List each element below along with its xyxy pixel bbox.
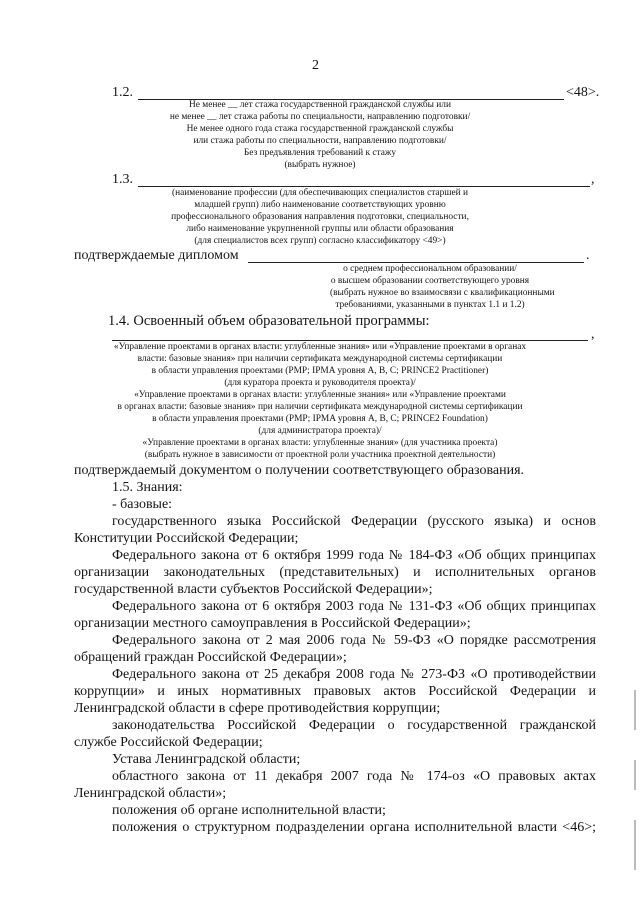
item-1-3-blank-line (138, 186, 590, 187)
item-1-4-note-4: (для куратора проекта и руководителя проекта)/ (224, 378, 416, 388)
item-1-4-note-7: в области управления проектами (PMP; IPMA уровня A, B, C; PRINCE2 Foundation) (152, 414, 488, 424)
knowledge-item-2-line-3: государственной власти субъектов Российской Федерации»; (74, 582, 433, 597)
knowledge-item-1-line-1: государственного языка Российской Федерации (русского языка) и основ (112, 514, 596, 529)
item-1-2-note-5: Без предъявления требований к стажу (243, 148, 397, 158)
knowledge-item-8-line-2: Ленинградской области»; (74, 786, 227, 801)
item-1-3-note-5: (для специалистов всех групп) согласно классификатору <49>) (194, 236, 446, 246)
diploma-note-4: требованиями, указанными в пунктах 1.1 и 1.2) (335, 300, 525, 310)
item-1-2-note-1: Не менее __ лет стажа государственной гражданской службы или (188, 100, 451, 110)
item-1-2-number: 1.2. (112, 85, 133, 100)
scan-artifact (634, 690, 636, 730)
knowledge-item-6-line-1: законодательства Российской Федерации о государственной гражданской (112, 718, 596, 733)
knowledge-item-2-line-1: Федерального закона от 6 октября 1999 года № 184-ФЗ «Об общих принципах (112, 548, 596, 563)
item-1-3-number: 1.3. (112, 172, 133, 187)
item-1-4-heading: 1.4. Освоенный объем образовательной программы: (108, 313, 430, 329)
knowledge-item-10-line-1: положения о структурном подразделении органа исполнительной власти <46>; (112, 820, 596, 835)
diploma-label: подтверждаемые дипломом (74, 248, 239, 263)
scan-artifact (634, 760, 636, 790)
knowledge-subheading: - базовые: (112, 497, 173, 512)
knowledge-item-5-line-1: Федерального закона от 25 декабря 2008 года № 273-ФЗ «О противодействии (112, 667, 596, 682)
diploma-end: . (586, 248, 590, 263)
item-1-3-note-4: либо наименование укрупненной группы или области образования (186, 224, 454, 234)
item-1-4-note-8: (для администратора проекта)/ (258, 426, 382, 436)
page-number: 2 (312, 58, 319, 73)
knowledge-item-1-line-2: Конституции Российской Федерации; (74, 531, 299, 546)
knowledge-item-3-line-2: организации местного самоуправления в Российской Федерации»; (74, 616, 471, 631)
item-1-4-end: , (591, 327, 595, 342)
knowledge-item-2-line-2: организации законодательных (представительных) и исполнительных органов (74, 565, 596, 580)
knowledge-heading: 1.5. Знания: (112, 480, 183, 495)
item-1-4-note-10: (выбрать нужное в зависимости от проектной роли участника проектной деятельности) (144, 450, 496, 460)
item-1-2-note-4: или стажа работы по специальности, направлению подготовки/ (193, 136, 447, 146)
item-1-3-note-3: профессионального образования направления подготовки, специальности, (171, 212, 469, 222)
knowledge-item-6-line-2: службе Российской Федерации; (74, 735, 263, 750)
item-1-4-note-5: «Управление проектами в органах власти: углубленные знания» или «Управление проектами (134, 390, 506, 400)
item-1-4-blank-line (112, 340, 588, 341)
item-1-3-note-1: (наименование профессии (для обеспечивающих специалистов старшей и (171, 188, 469, 198)
item-1-2-note-6: (выбрать нужное) (284, 160, 356, 170)
knowledge-item-7-line-1: Устава Ленинградской области; (112, 752, 301, 767)
scan-artifact (634, 820, 636, 870)
item-1-4-note-3: в области управления проектами (PMP; IPMA уровня A, B, C; PRINCE2 Practitioner) (151, 366, 489, 376)
knowledge-item-9-line-1: положения об органе исполнительной власти; (112, 803, 386, 818)
diploma-note-2: о высшем образовании соответствующего уровня (330, 276, 530, 286)
item-1-3-end: , (591, 172, 595, 187)
item-1-4-note-2: власти: базовые знания» при наличии сертификата международной системы сертификации (137, 354, 503, 364)
item-1-4-note-9: «Управление проектами в органах власти: углубленные знания» (для участника проекта) (142, 438, 498, 448)
item-1-2-note-2: не менее __ лет стажа работы по специальности, направлению подготовки/ (169, 112, 471, 122)
item-1-4-note-1: «Управление проектами в органах власти: углубленные знания» или «Управление проектами в органах (113, 342, 527, 352)
item-1-2-ref: <48>. (566, 85, 600, 100)
knowledge-item-5-line-3: Ленинградской области в сфере противодействия коррупции; (74, 701, 441, 716)
item-1-3-note-2: младшей групп) либо наименование соответствующих уровню (194, 200, 446, 210)
diploma-blank-line (248, 262, 584, 263)
knowledge-item-8-line-1: областного закона от 11 декабря 2007 года № 174-оз «О правовых актах (112, 769, 596, 784)
knowledge-item-4-line-2: обращений граждан Российской Федерации»; (74, 650, 347, 665)
diploma-note-3: (выбрать нужное во взаимосвязи с квалификационными (330, 288, 555, 298)
confirmed-by-document: подтверждаемый документом о получении соответствующего образования. (74, 463, 525, 478)
item-1-4-note-6: в органах власти: базовые знания» при наличии сертификата международной системы сертификации (117, 402, 523, 412)
knowledge-item-4-line-1: Федерального закона от 2 мая 2006 года № 59-ФЗ «О порядке рассмотрения (112, 633, 596, 648)
diploma-note-1: о среднем профессиональном образовании/ (343, 264, 517, 274)
knowledge-item-3-line-1: Федерального закона от 6 октября 2003 года № 131-ФЗ «Об общих принципах (112, 599, 596, 614)
item-1-2-note-3: Не менее одного года стажа государственной гражданской службы (186, 124, 454, 134)
knowledge-item-5-line-2: коррупции» и иных нормативных правовых актов Российской Федерации и (74, 684, 596, 699)
